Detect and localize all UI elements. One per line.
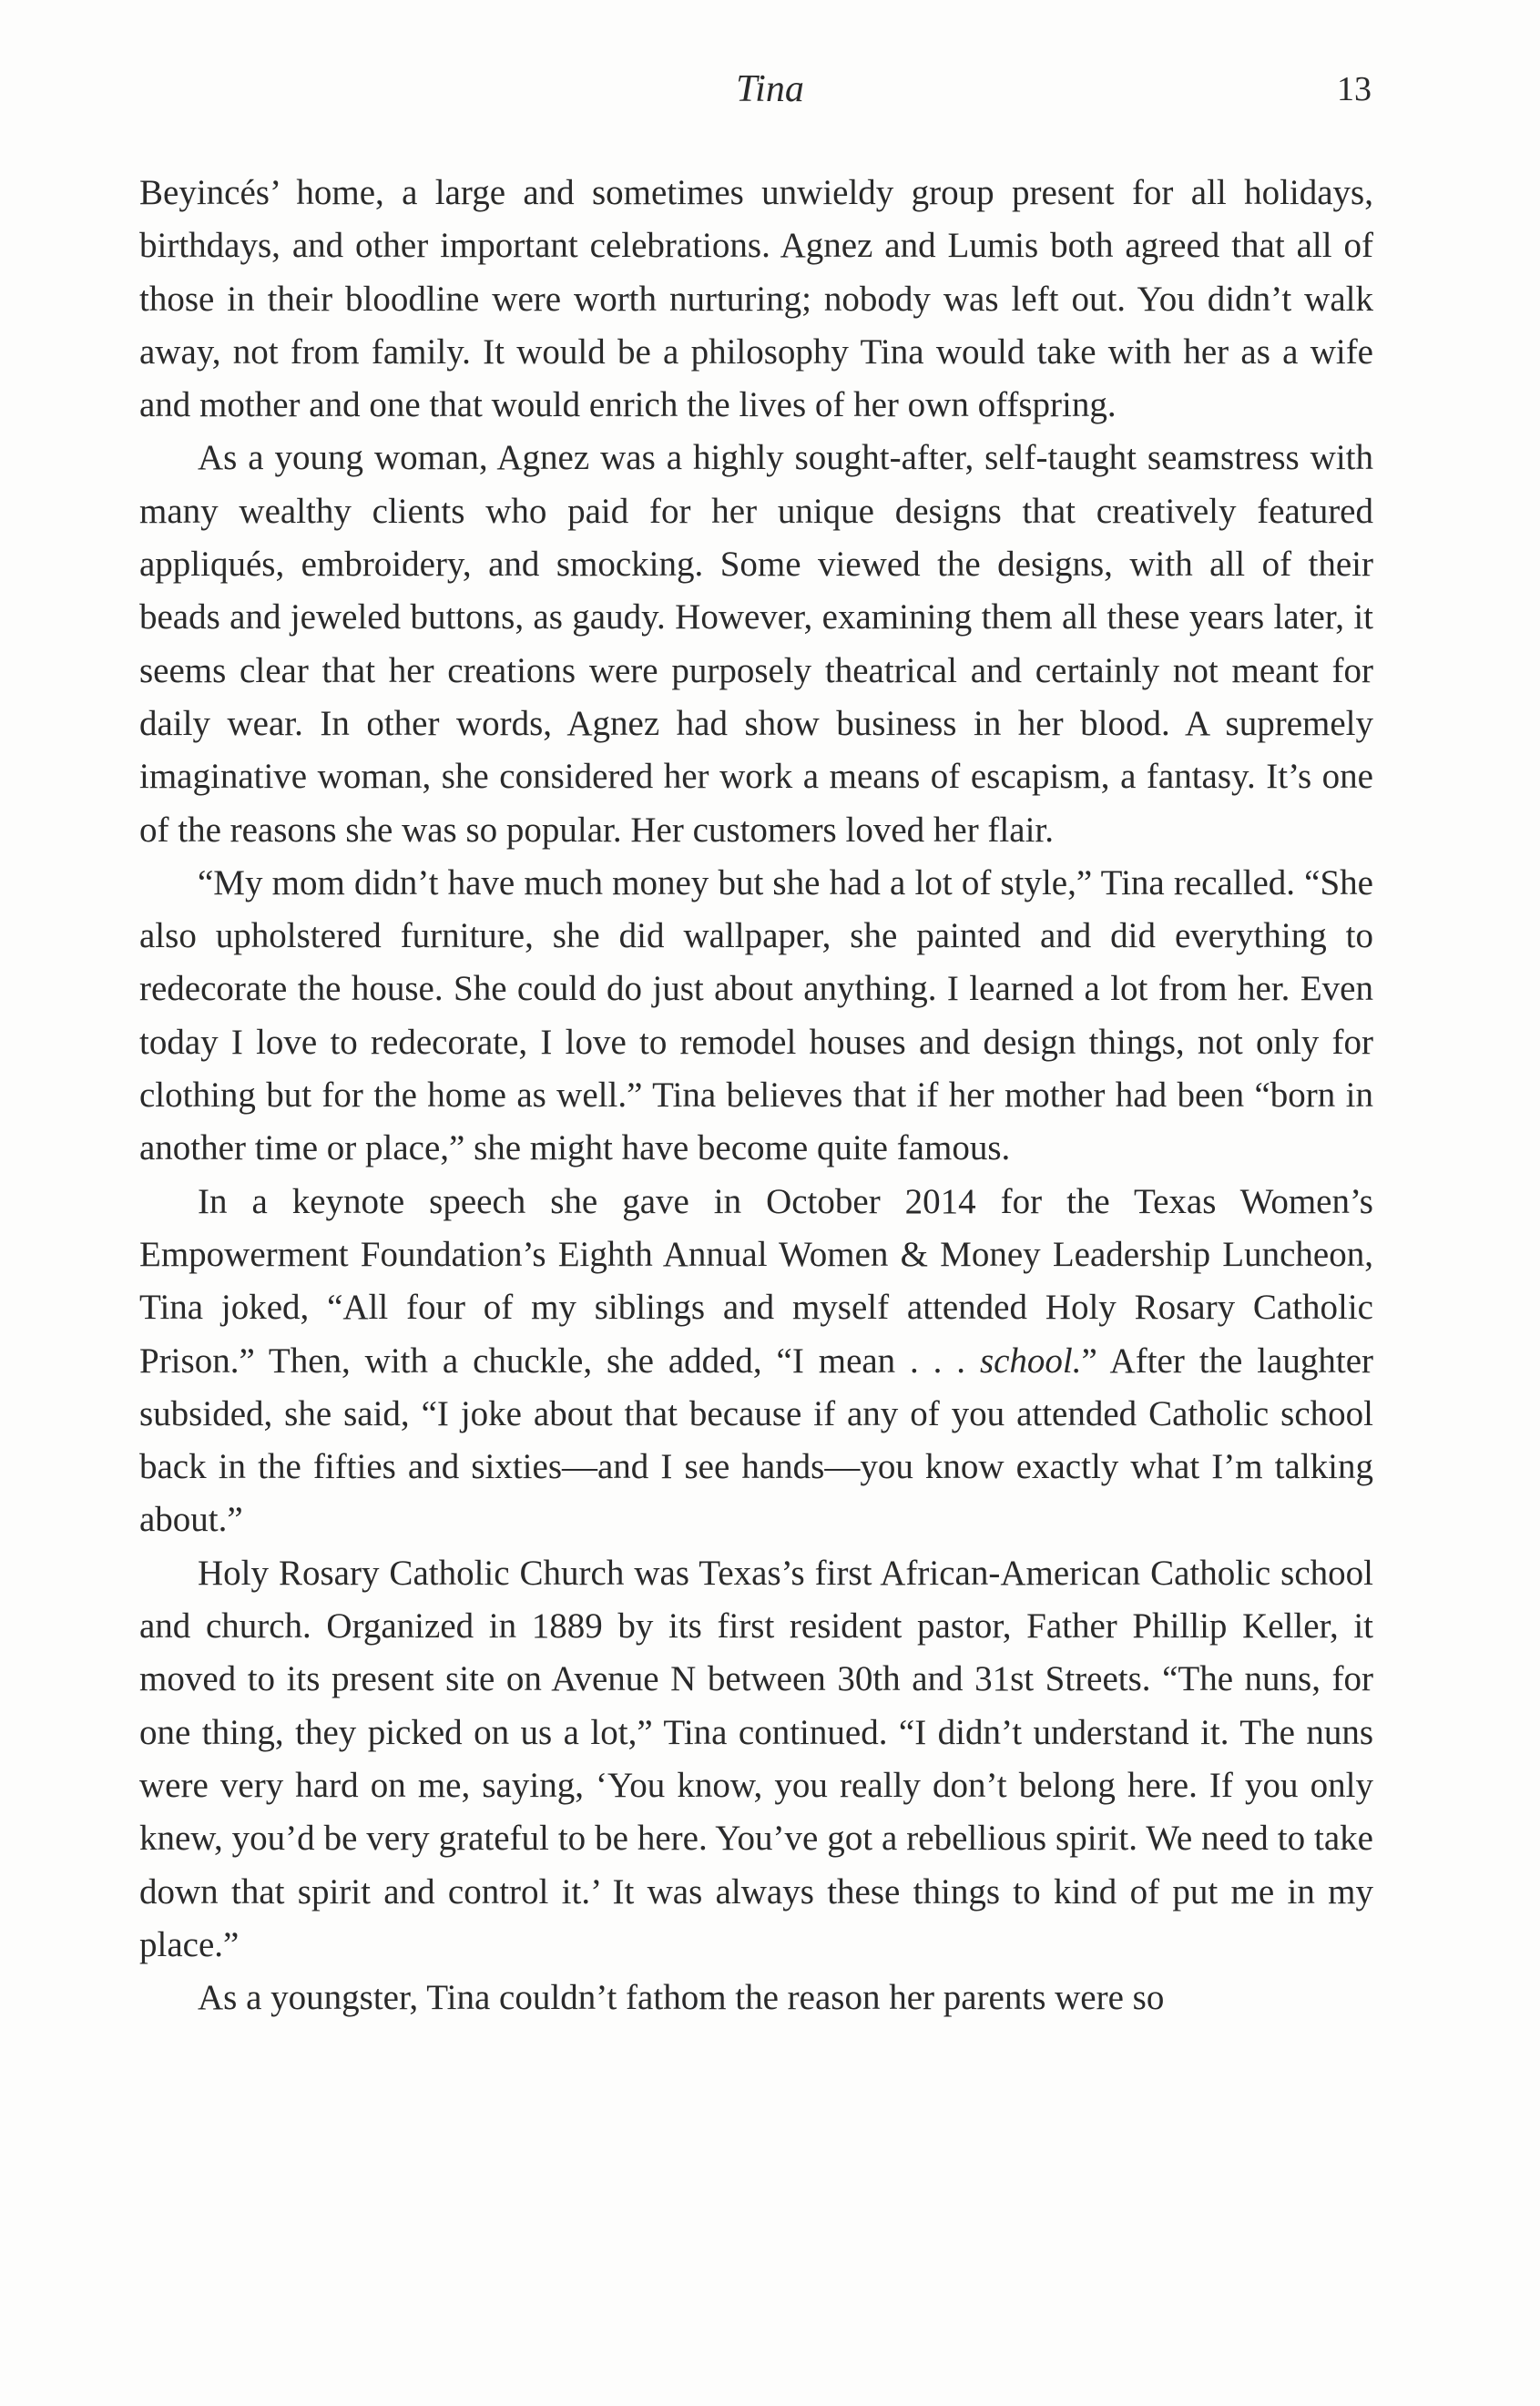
paragraph-text: ” After the laughter subsided, she said, “I joke about that because if any of you attended Catholic school back in the fifties and sixties—and I see hands—you know exactly what I’m talking about.” xyxy=(139,1341,1374,1540)
page-number: 13 xyxy=(1337,70,1372,108)
paragraph xyxy=(139,1176,1373,1547)
running-title: Tina xyxy=(736,68,804,110)
paragraph: Beyincés’ home, a large and sometimes unwieldy group present for all holidays, birthdays, and other important celebrations. Agnez and Lumis both agreed that all of those in their bloodline were worth nurturing; nobody was left out. You didn’t walk away, not from family. It would be a philosophy Tina would take with her as a wife and mother and one that would enrich the lives of her own offspring. xyxy=(139,173,1373,425)
paragraph: As a youngster, Tina couldn’t fathom the reason her parents were so xyxy=(198,1978,1165,2018)
running-head xyxy=(0,62,1540,117)
paragraph-text: In a keynote speech she gave in October 2014 for the Texas Women’s Empowerment Foundation’s Eighth Annual Women & Money Leadership Luncheon, Tina joked, “All four of my siblings and myself attended Holy Rosary Catholic Prison.” Then, with a chuckle, she added, “I mean . . . xyxy=(139,1181,1373,1381)
body-text xyxy=(139,167,1373,2024)
paragraph: As a young woman, Agnez was a highly sought-after, self-taught seamstress with many wealthy clients who paid for her unique designs that creatively featured appliqués, embroidery, and smocking. Some viewed the designs, with all of their beads and jeweled buttons, as gaudy. However, examining them all these years later, it seems clear that her creations were purposely theatrical and certainly not meant for daily wear. In other words, Agnez had show business in her blood. A supremely imaginative woman, she considered her work a means of escapism, a fantasy. It’s one of the reasons she was so popular. Her customers loved her flair. xyxy=(139,438,1373,850)
paragraph: “My mom didn’t have much money but she had a lot of style,” Tina recalled. “She also upholstered furniture, she did wallpaper, she painted and did everything to redecorate the house. She could do just about anything. I learned a lot from her. Even today I love to redecorate, I love to remodel houses and design things, not only for clothing but for the home as well.” Tina believes that if her mother had been “born in another time or place,” she might have become quite famous. xyxy=(139,862,1373,1168)
paragraph: Holy Rosary Catholic Church was Texas’s first African-American Catholic school and church. Organized in 1889 by its first resident pastor, Father Phillip Keller, it moved to its present site on Avenue N between 30th and 31st Streets. “The nuns, for one thing, they picked on us a lot,” Tina continued. “I didn’t understand it. The nuns were very hard on me, saying, ‘You know, you really don’t belong here. If you only knew, you’d be very grateful to be here. You’ve got a rebellious spirit. We need to take down that spirit and control it.’ It was always these things to kind of put me in my place.” xyxy=(139,1553,1373,1964)
italic-word: school. xyxy=(979,1341,1082,1381)
